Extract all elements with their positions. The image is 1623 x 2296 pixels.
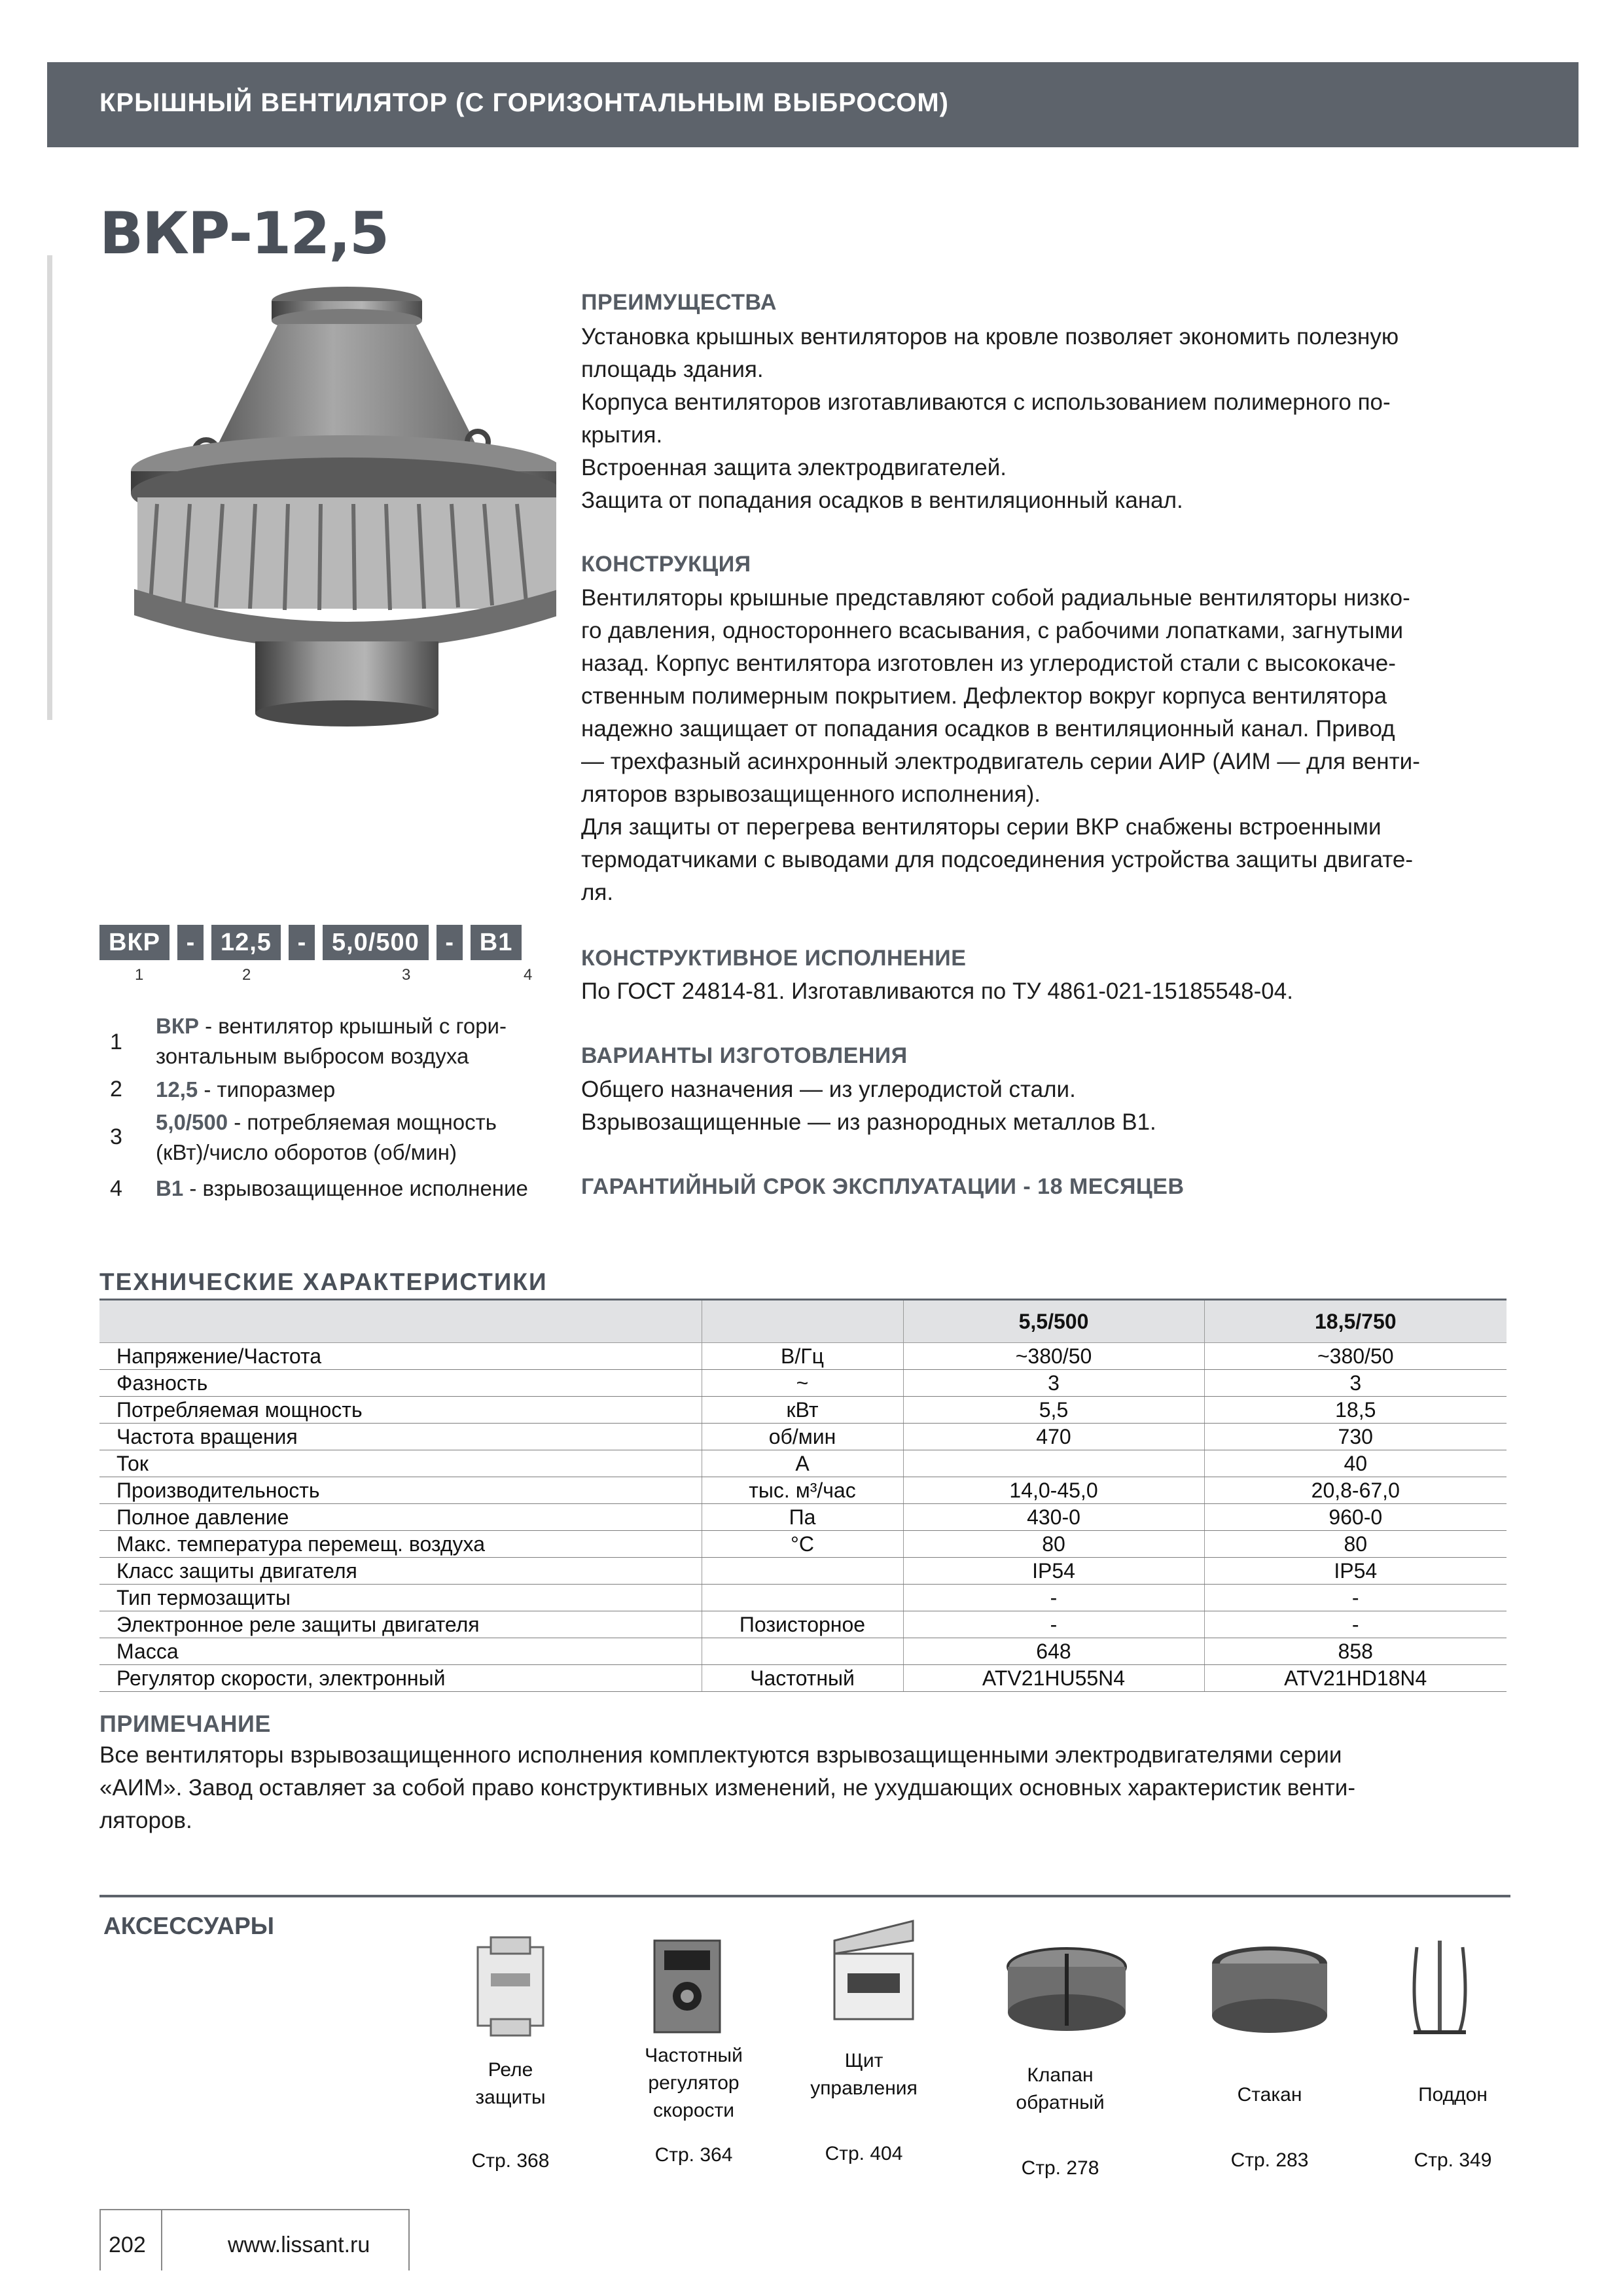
- table-cell: 430-0: [903, 1504, 1204, 1531]
- advantages-line: крытия.: [581, 422, 663, 448]
- mounting-sleeve-icon: [1204, 1941, 1335, 2039]
- table-cell: Класс защиты двигателя: [99, 1558, 702, 1585]
- legend-desc: - вентилятор крышный с гори-: [198, 1014, 507, 1038]
- note-line: Все вентиляторы взрывозащищенного исполнения комплектуются взрывозащищенными электродвигателями серии: [99, 1742, 1342, 1768]
- table-cell: ATV21HU55N4: [903, 1665, 1204, 1692]
- accessory-page-ref: Стр. 364: [654, 2144, 733, 2166]
- table-cell: [702, 1638, 903, 1665]
- table-cell: Ток: [99, 1450, 702, 1477]
- table-header-cell: [702, 1300, 903, 1343]
- accessory-name: Стакан: [1237, 2084, 1302, 2106]
- code-part: ВКР: [99, 925, 169, 960]
- table-cell: [903, 1450, 1204, 1477]
- legend-key: В1: [156, 1176, 184, 1200]
- accessory-label: [995, 2062, 1126, 2117]
- table-row: [99, 1638, 1507, 1665]
- accessory-label: [1204, 2081, 1335, 2109]
- legend-item: [156, 1174, 528, 1204]
- accessories-rule: [99, 1895, 1510, 1897]
- table-row: [99, 1558, 1507, 1585]
- table-cell: 648: [903, 1638, 1204, 1665]
- warranty-heading: ГАРАНТИЙНЫЙ СРОК ЭКСПЛУАТАЦИИ - 18 МЕСЯЦЕВ: [581, 1174, 1185, 1199]
- note-line: «АИМ». Завод оставляет за собой право конструктивных изменений, не ухудшающих основных характеристик венти-: [99, 1775, 1356, 1801]
- table-cell: 18,5: [1204, 1397, 1507, 1424]
- legend-desc: - типоразмер: [198, 1077, 336, 1102]
- table-cell: 40: [1204, 1450, 1507, 1477]
- table-header-cell: 18,5/750: [1204, 1300, 1507, 1343]
- accessory-name: защиты: [475, 2087, 546, 2108]
- advantages-line: Встроенная защита электродвигателей.: [581, 455, 1007, 480]
- construction-line: ляторов взрывозащищенного исполнения).: [581, 781, 1041, 807]
- legend-number: 4: [110, 1176, 122, 1201]
- tech-table-title: ТЕХНИЧЕСКИЕ ХАРАКТЕРИСТИКИ: [99, 1268, 548, 1295]
- table-cell: Позисторное: [702, 1611, 903, 1638]
- code-number: 3: [402, 966, 411, 984]
- legend-number: 1: [110, 1030, 122, 1054]
- check-valve-icon: [1001, 1941, 1132, 2039]
- table-cell: Масса: [99, 1638, 702, 1665]
- accessory-name: регулятор: [648, 2072, 740, 2094]
- table-cell: Макс. температура перемещ. воздуха: [99, 1531, 702, 1558]
- table-cell: Па: [702, 1504, 903, 1531]
- accessory-name: Реле: [488, 2059, 533, 2081]
- table-cell: -: [903, 1611, 1204, 1638]
- note-heading: ПРИМЕЧАНИЕ: [99, 1710, 271, 1737]
- table-cell: [702, 1558, 903, 1585]
- product-title: ВКР-12,5: [99, 200, 389, 267]
- tray-icon: [1407, 1934, 1472, 2045]
- accessory-name: Клапан: [1027, 2064, 1094, 2086]
- table-cell: -: [1204, 1585, 1507, 1611]
- control-panel-icon: [821, 1914, 926, 2026]
- table-cell: 14,0-45,0: [903, 1477, 1204, 1504]
- table-cell: кВт: [702, 1397, 903, 1424]
- table-cell: ~: [702, 1370, 903, 1397]
- table-row: [99, 1424, 1507, 1450]
- table-header-row: [99, 1300, 1507, 1343]
- table-row: [99, 1531, 1507, 1558]
- table-cell: Производительность: [99, 1477, 702, 1504]
- table-cell: В/Гц: [702, 1343, 903, 1370]
- legend-item: [156, 1011, 507, 1071]
- table-cell: об/мин: [702, 1424, 903, 1450]
- advantages-line: Защита от попадания осадков в вентиляционный канал.: [581, 488, 1183, 513]
- table-cell: °C: [702, 1531, 903, 1558]
- code-part: В1: [471, 925, 522, 960]
- table-cell: 20,8-67,0: [1204, 1477, 1507, 1504]
- table-row: [99, 1450, 1507, 1477]
- accessory-name: Частотный: [645, 2045, 743, 2066]
- table-row: [99, 1665, 1507, 1692]
- legend-key: ВКР: [156, 1014, 199, 1038]
- legend-desc: (кВт)/число оборотов (об/мин): [156, 1140, 457, 1164]
- code-number: 1: [135, 966, 144, 984]
- table-row: [99, 1370, 1507, 1397]
- table-cell: 470: [903, 1424, 1204, 1450]
- construction-line: термодатчиками с выводами для подсоединения устройства защиты двигате-: [581, 847, 1414, 872]
- legend-desc: зонтальным выбросом воздуха: [156, 1044, 469, 1068]
- accessory-page-ref: Стр. 404: [825, 2143, 903, 2164]
- table-cell: 858: [1204, 1638, 1507, 1665]
- table-cell: IP54: [903, 1558, 1204, 1585]
- footer: [99, 2209, 410, 2270]
- table-cell: ~380/50: [1204, 1343, 1507, 1370]
- variants-heading: ВАРИАНТЫ ИЗГОТОВЛЕНИЯ: [581, 1043, 908, 1068]
- variants-line: Взрывозащищенные — из разнородных металлов В1.: [581, 1109, 1156, 1135]
- frequency-regulator-icon: [645, 1934, 730, 2039]
- accessory-name: Щит: [844, 2050, 883, 2072]
- legend-number: 3: [110, 1124, 122, 1149]
- table-cell: -: [903, 1585, 1204, 1611]
- accessory-name: скорости: [652, 2100, 734, 2121]
- header-band: [47, 62, 1578, 147]
- construction-line: надежно защищает от попадания осадков в вентиляционный канал. Привод: [581, 716, 1395, 742]
- legend-number: 2: [110, 1077, 122, 1102]
- advantages-heading: ПРЕИМУЩЕСТВА: [581, 290, 777, 315]
- table-cell: Частотный: [702, 1665, 903, 1692]
- table-cell: Частота вращения: [99, 1424, 702, 1450]
- accessory-label: [445, 2056, 576, 2111]
- construction-line: ственным полимерным покрытием. Дефлектор вокруг корпуса вентилятора: [581, 683, 1387, 709]
- table-cell: Регулятор скорости, электронный: [99, 1665, 702, 1692]
- advantages-text: [581, 321, 1399, 517]
- design-text: По ГОСТ 24814-81. Изготавливаются по ТУ 4861-021-15185548-04.: [581, 978, 1293, 1004]
- table-cell: ~380/50: [903, 1343, 1204, 1370]
- table-row: [99, 1477, 1507, 1504]
- table-cell: 80: [903, 1531, 1204, 1558]
- construction-line: — трехфазный асинхронный электродвигатель серии АИР (АИМ — для венти-: [581, 749, 1420, 774]
- advantages-line: Установка крышных вентиляторов на кровле позволяет экономить полезную: [581, 324, 1399, 350]
- table-cell: А: [702, 1450, 903, 1477]
- legend-item: [156, 1075, 335, 1105]
- left-rule: [47, 255, 52, 720]
- table-cell: тыс. м³/час: [702, 1477, 903, 1504]
- table-row: [99, 1343, 1507, 1370]
- table-header-cell: [99, 1300, 702, 1343]
- header-title: КРЫШНЫЙ ВЕНТИЛЯТОР (С ГОРИЗОНТАЛЬНЫМ ВЫБРОСОМ): [99, 88, 949, 117]
- table-cell: ATV21HD18N4: [1204, 1665, 1507, 1692]
- construction-line: Для защиты от перегрева вентиляторы серии ВКР снабжены встроенными: [581, 814, 1382, 840]
- table-cell: Напряжение/Частота: [99, 1343, 702, 1370]
- note-line: ляторов.: [99, 1808, 192, 1833]
- accessory-name: Поддон: [1418, 2084, 1488, 2106]
- accessory-page-ref: Стр. 349: [1414, 2149, 1492, 2171]
- table-header-cell: 5,5/500: [903, 1300, 1204, 1343]
- table-row: [99, 1585, 1507, 1611]
- footer-url[interactable]: www.lissant.ru: [228, 2233, 370, 2257]
- construction-line: назад. Корпус вентилятора изготовлен из углеродистой стали с высококаче-: [581, 651, 1396, 676]
- table-row: [99, 1397, 1507, 1424]
- table-cell: Потребляемая мощность: [99, 1397, 702, 1424]
- legend-desc: - потребляемая мощность: [228, 1110, 497, 1134]
- page-number: 202: [109, 2233, 146, 2257]
- construction-line: ля.: [581, 880, 614, 905]
- variants-line: Общего назначения — из углеродистой стали.: [581, 1077, 1076, 1102]
- accessory-label: [798, 2047, 929, 2102]
- table-cell: Фазность: [99, 1370, 702, 1397]
- table-cell: 730: [1204, 1424, 1507, 1450]
- construction-heading: КОНСТРУКЦИЯ: [581, 552, 751, 577]
- table-cell: IP54: [1204, 1558, 1507, 1585]
- table-row: [99, 1504, 1507, 1531]
- legend-key: 5,0/500: [156, 1110, 228, 1134]
- model-code: [99, 924, 529, 961]
- construction-line: го давления, одностороннего всасывания, с рабочими лопатками, загнутыми: [581, 618, 1404, 643]
- table-cell: 80: [1204, 1531, 1507, 1558]
- code-dash: -: [177, 925, 204, 960]
- accessory-name: управления: [810, 2077, 918, 2099]
- table-cell: Полное давление: [99, 1504, 702, 1531]
- accessory-label: [622, 2042, 766, 2125]
- table-cell: [702, 1585, 903, 1611]
- advantages-line: Корпуса вентиляторов изготавливаются с использованием полимерного по-: [581, 389, 1391, 415]
- roof-fan-image: [98, 275, 556, 740]
- code-dash: -: [289, 925, 315, 960]
- tech-table: [99, 1299, 1507, 1692]
- accessory-page-ref: Стр. 368: [471, 2150, 550, 2172]
- code-part: 5,0/500: [323, 925, 429, 960]
- legend-key: 12,5: [156, 1077, 198, 1102]
- code-number: 2: [242, 966, 251, 984]
- table-cell: 3: [903, 1370, 1204, 1397]
- table-cell: 960-0: [1204, 1504, 1507, 1531]
- variants-text: [581, 1073, 1156, 1139]
- table-cell: Тип термозащиты: [99, 1585, 702, 1611]
- legend-desc: - взрывозащищенное исполнение: [183, 1176, 528, 1200]
- table-cell: Электронное реле защиты двигателя: [99, 1611, 702, 1638]
- code-part: 12,5: [211, 925, 281, 960]
- design-heading: КОНСТРУКТИВНОЕ ИСПОЛНЕНИЕ: [581, 946, 967, 971]
- code-number: 4: [524, 966, 533, 984]
- table-row: [99, 1611, 1507, 1638]
- table-cell: 3: [1204, 1370, 1507, 1397]
- table-cell: 5,5: [903, 1397, 1204, 1424]
- accessory-page-ref: Стр. 278: [1021, 2157, 1099, 2179]
- accessory-label: [1387, 2081, 1518, 2109]
- accessory-name: обратный: [1016, 2092, 1105, 2113]
- table-cell: -: [1204, 1611, 1507, 1638]
- construction-line: Вентиляторы крышные представляют собой радиальные вентиляторы низко-: [581, 585, 1410, 611]
- advantages-line: площадь здания.: [581, 357, 764, 382]
- code-dash: -: [437, 925, 463, 960]
- accessories-heading: АКСЕССУАРЫ: [103, 1912, 275, 1939]
- accessory-page-ref: Стр. 283: [1230, 2149, 1309, 2171]
- relay-icon: [465, 1934, 556, 2039]
- construction-text: [581, 582, 1420, 909]
- note-text: [99, 1739, 1355, 1837]
- legend-item: [156, 1107, 497, 1168]
